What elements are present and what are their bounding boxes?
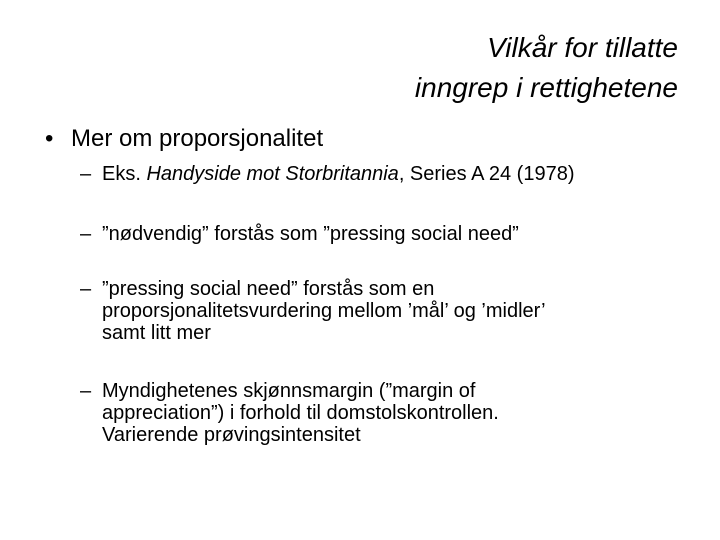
dash-marker: – (80, 380, 92, 402)
dash-marker: – (80, 163, 92, 185)
sub-item-text (102, 163, 680, 185)
title-line-2: inngrep i rettighetene (414, 72, 678, 103)
sub-item-line: proporsjonalitetsvurdering mellom ’mål’ og ’midler’ (102, 300, 546, 322)
sub-item-handyside (80, 163, 680, 185)
case-citation: , Series A 24 (1978) (398, 163, 575, 185)
sub-item-margin (80, 380, 680, 446)
sub-item-line: Varierende prøvingsintensitet (102, 424, 361, 446)
sub-item-nodvendig (80, 223, 680, 245)
sub-item-text: ”nødvendig” forstås som ”pressing social need” (102, 223, 519, 245)
sub-item-text (102, 380, 680, 446)
case-name: Handyside mot Storbritannia (146, 163, 399, 185)
sub-item-text (102, 278, 680, 344)
sub-item-line: samt litt mer (102, 322, 211, 344)
sub-item-prefix: Eks. (102, 163, 147, 185)
slide-title (158, 28, 678, 108)
main-bullet (45, 125, 323, 153)
bullet-marker: • (45, 125, 54, 152)
title-line-1: Vilkår for tillatte (487, 32, 678, 63)
sub-item-line: Myndighetenes skjønnsmargin (”margin of (102, 380, 476, 402)
sub-item-line: ”pressing social need” forstås som en (102, 278, 435, 300)
sub-item-pressing-need (80, 278, 680, 344)
main-bullet-text: Mer om proporsjonalitet (71, 125, 324, 152)
dash-marker: – (80, 278, 92, 300)
dash-marker: – (80, 223, 92, 245)
sub-item-line: appreciation”) i forhold til domstolskontrollen. (102, 402, 499, 424)
